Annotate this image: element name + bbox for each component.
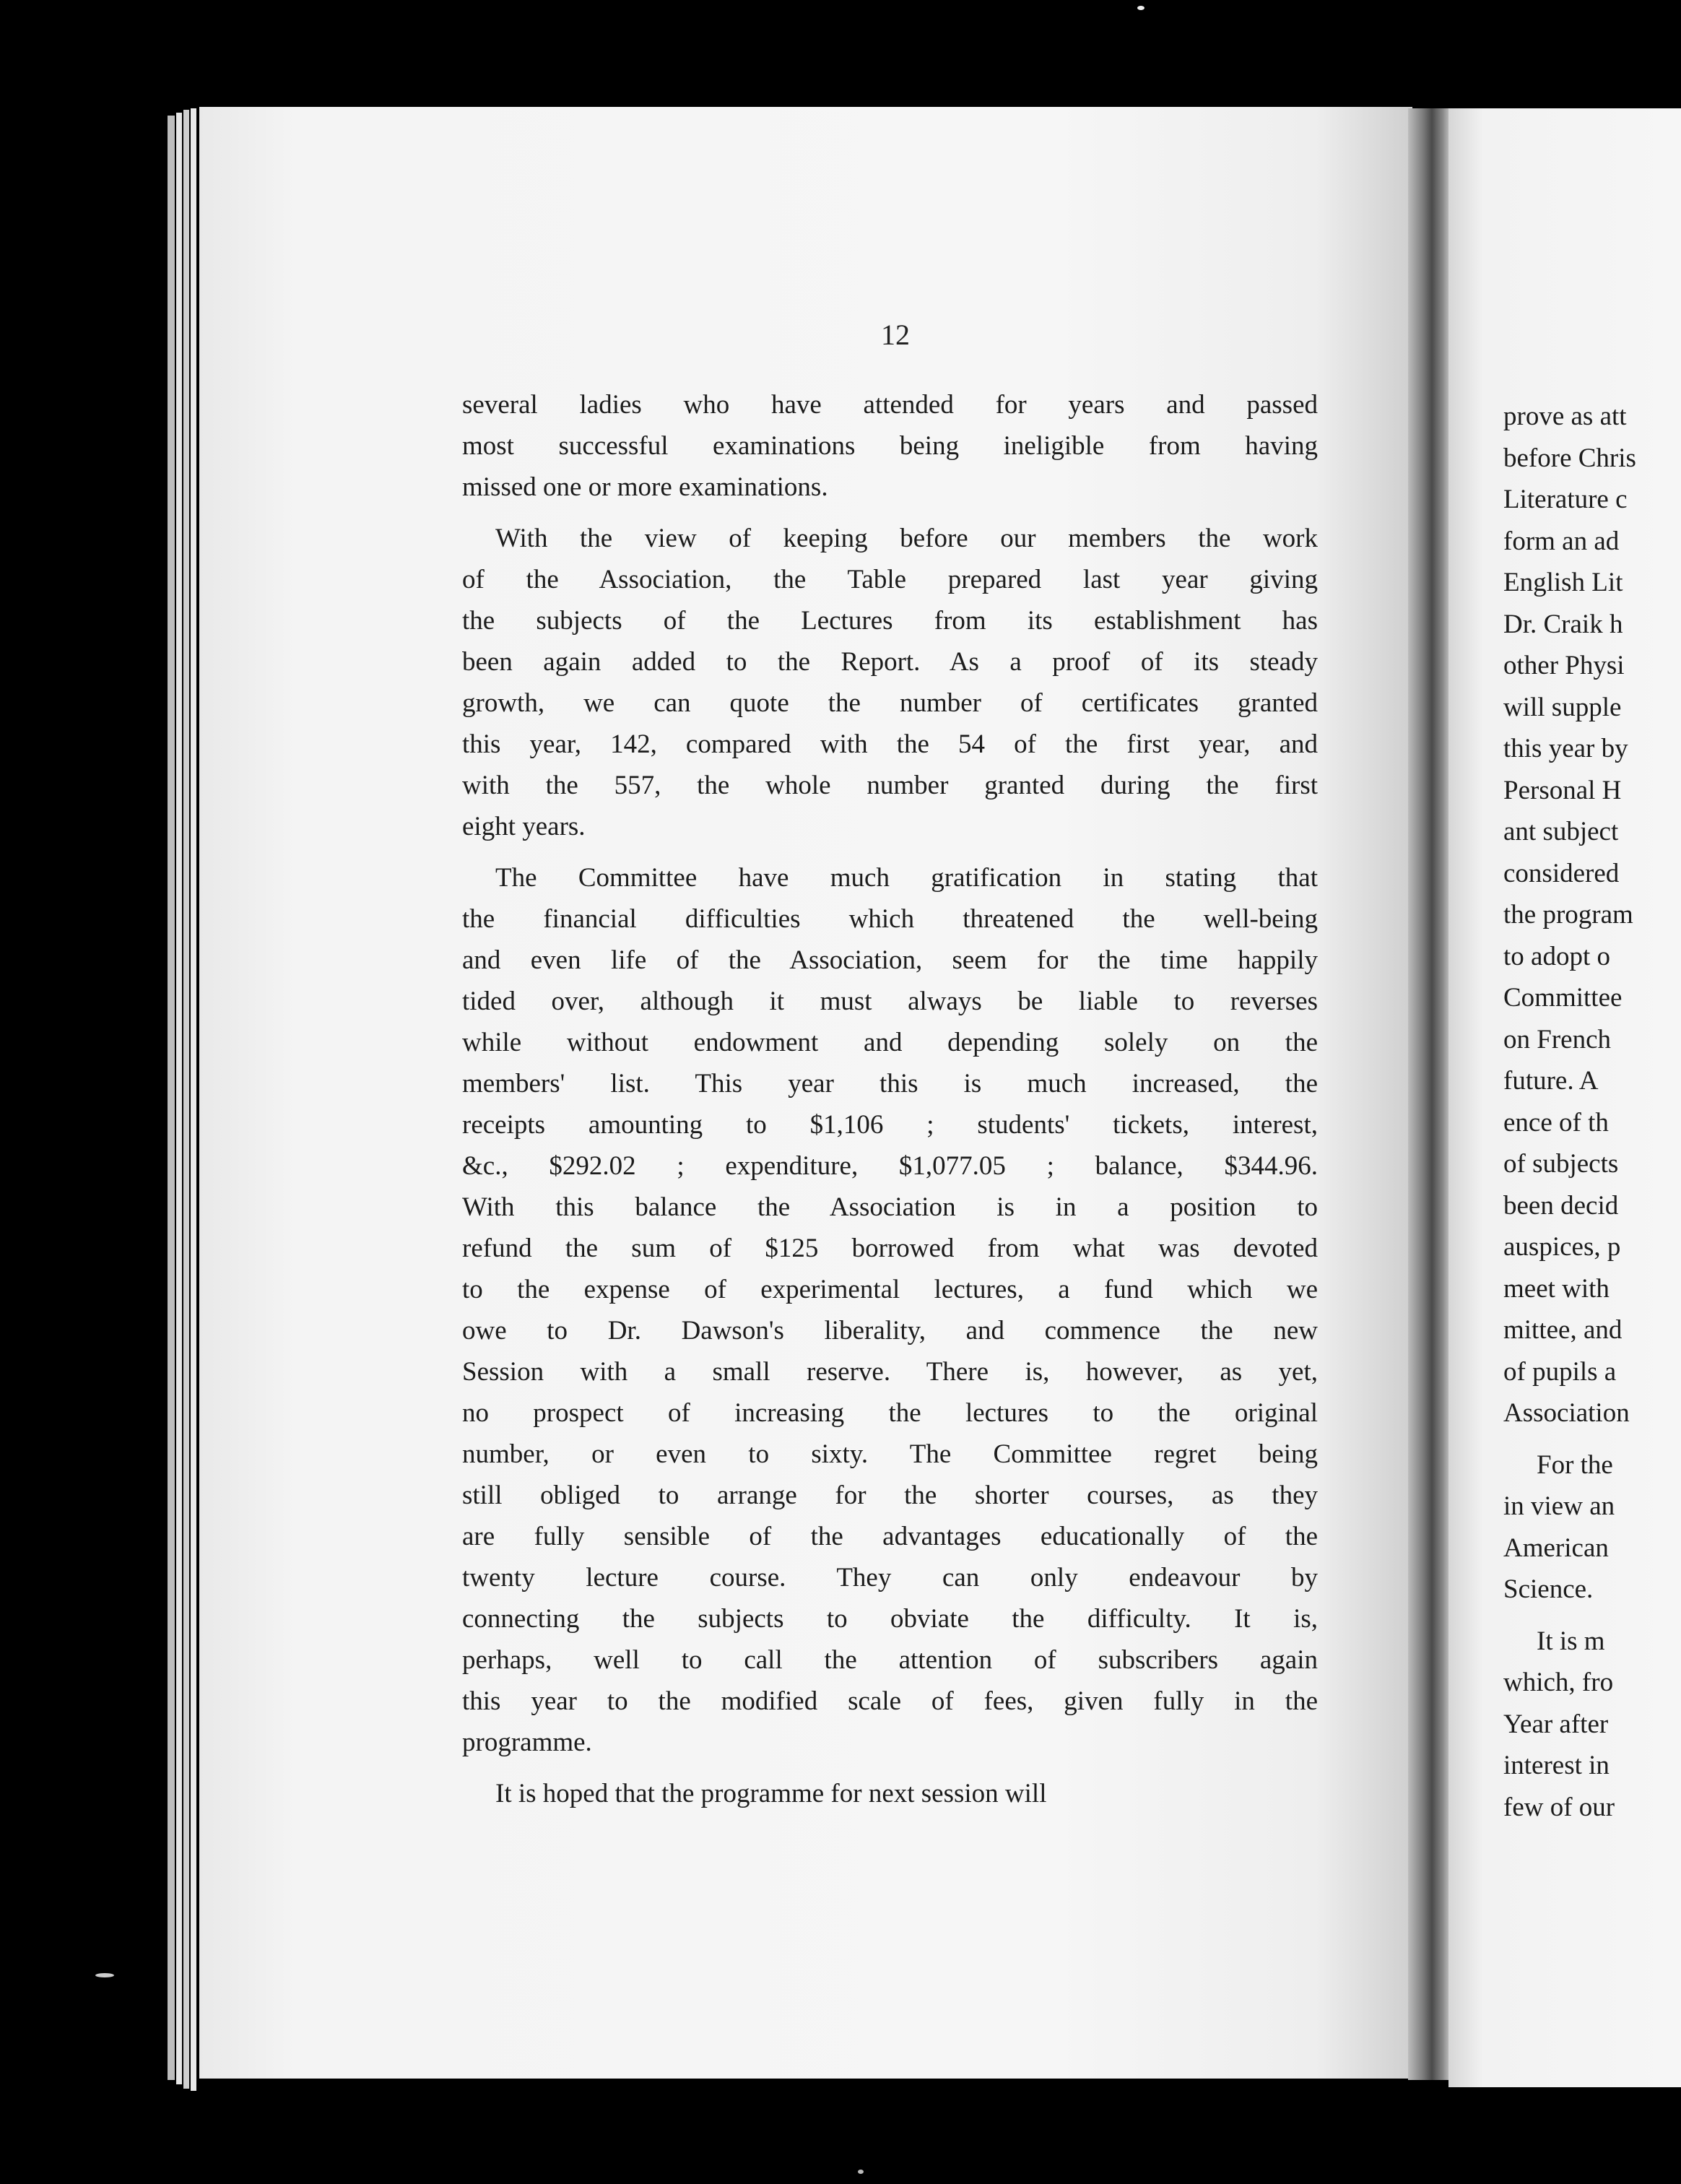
text-line: growth, we can quote the number of certificates granted [462, 688, 1318, 718]
text-line: few of our [1503, 1792, 1615, 1822]
text-line: ant subject [1503, 817, 1619, 846]
text-line: auspices, p [1503, 1232, 1621, 1262]
text-line: Session with a small reserve. There is, however, as yet, [462, 1357, 1318, 1387]
text-line: to adopt o [1503, 941, 1610, 971]
text-line: Dr. Craik h [1503, 609, 1623, 639]
text-line: The Committee have much gratification in stating that [495, 863, 1318, 893]
text-line: Science. [1503, 1574, 1594, 1604]
text-line: which, fro [1503, 1668, 1614, 1697]
text-line: the program [1503, 900, 1633, 930]
text-line: American [1503, 1533, 1609, 1563]
text-line: prove as att [1503, 402, 1627, 431]
text-line: other Physi [1503, 651, 1625, 680]
page-stack-edge [191, 108, 196, 2091]
page-number: 12 [881, 318, 910, 351]
page-stack-edge [176, 113, 182, 2084]
text-line: interest in [1503, 1751, 1610, 1780]
paragraph [462, 1773, 1318, 1814]
text-line: connecting the subjects to obviate the difficulty. It is, [462, 1604, 1318, 1634]
text-line: It is m [1537, 1626, 1605, 1656]
text-line: will supple [1503, 692, 1622, 722]
text-line: For the [1537, 1450, 1613, 1480]
book-gutter [1408, 108, 1451, 2080]
paragraph-gap [1503, 1611, 1681, 1621]
scan-speck [1137, 6, 1144, 10]
text-line: and even life of the Association, seem for the time happily [462, 945, 1318, 975]
paragraph [462, 384, 1318, 508]
text-line: With this balance the Association is in a position to [462, 1192, 1318, 1222]
text-line: Personal H [1503, 775, 1622, 805]
text-line: tided over, although it must always be liable to reverses [462, 987, 1318, 1016]
text-line: Association [1503, 1398, 1630, 1428]
text-line: the financial difficulties which threatened the well-being [462, 904, 1318, 934]
text-line: with the 557, the whole number granted during the first [462, 771, 1318, 800]
text-line: ence of th [1503, 1107, 1609, 1138]
text-line: refund the sum of $125 borrowed from what was devoted [462, 1234, 1318, 1263]
page-stack-edge [183, 110, 189, 2089]
text-line: number, or even to sixty. The Committee regret being [462, 1439, 1318, 1469]
text-line: this year by [1503, 734, 1628, 763]
page-stack-edge [168, 116, 175, 2080]
text-line: Literature c [1503, 485, 1628, 514]
text-line: to the expense of experimental lectures, a fund which we [462, 1275, 1318, 1304]
text-line: on French [1503, 1024, 1611, 1054]
text-line: this year, 142, compared with the 54 of the first year, and [462, 729, 1318, 759]
text-line: several ladies who have attended for years and passed [462, 390, 1318, 420]
text-line: while without endowment and depending solely on the [462, 1028, 1318, 1057]
text-line: been decid [1503, 1190, 1619, 1221]
text-line: are fully sensible of the advantages educationally of the [462, 1522, 1318, 1551]
text-line: the subjects of the Lectures from its establishment has [462, 606, 1318, 636]
text-line: It is hoped that the programme for next session will [495, 1779, 1047, 1808]
text-line: English Lit [1503, 568, 1623, 597]
text-line: &c., $292.02 ; expenditure, $1,077.05 ; balance, $344.96. [462, 1151, 1318, 1181]
text-line: mittee, and [1503, 1315, 1623, 1345]
text-line: twenty lecture course. They can only endeavour by [462, 1563, 1318, 1592]
text-line: With the view of keeping before our members the work [495, 524, 1318, 553]
text-line: eight years. [462, 812, 586, 841]
text-line: still obliged to arrange for the shorter courses, as they [462, 1481, 1318, 1510]
text-line: receipts amounting to $1,106 ; students' tickets, interest, [462, 1110, 1318, 1140]
text-line: perhaps, well to call the attention of subscribers again [462, 1645, 1318, 1675]
text-line: of the Association, the Table prepared last year giving [462, 565, 1318, 594]
text-line: been again added to the Report. As a proof of its steady [462, 647, 1318, 677]
text-line: Year after [1503, 1709, 1609, 1739]
paragraph [462, 518, 1318, 847]
scan-speck [858, 2170, 864, 2174]
left-page-text [462, 384, 1318, 1824]
paragraph-gap [1503, 1434, 1681, 1444]
text-line: of subjects [1503, 1149, 1619, 1179]
text-line: in view an [1503, 1491, 1615, 1521]
text-line: future. A [1503, 1066, 1599, 1096]
text-line: no prospect of increasing the lectures to the original [462, 1398, 1318, 1428]
text-line: owe to Dr. Dawson's liberality, and commence the new [462, 1316, 1318, 1346]
text-line: form an ad [1503, 526, 1620, 556]
text-line: of pupils a [1503, 1356, 1617, 1387]
text-line: missed one or more examinations. [462, 472, 828, 502]
scan-speck [95, 1973, 114, 1977]
text-line: most successful examinations being ineligible from having [462, 431, 1318, 461]
text-line: programme. [462, 1728, 592, 1757]
text-line: meet with [1503, 1273, 1610, 1304]
text-line: members' list. This year this is much increased, the [462, 1069, 1318, 1098]
text-line: Committee [1503, 983, 1623, 1013]
paragraph [462, 857, 1318, 1763]
text-line: before Chris [1503, 443, 1636, 473]
right-page-text [1503, 396, 1681, 1828]
text-line: this year to the modified scale of fees, given fully in the [462, 1686, 1318, 1716]
text-line: considered [1503, 858, 1620, 888]
